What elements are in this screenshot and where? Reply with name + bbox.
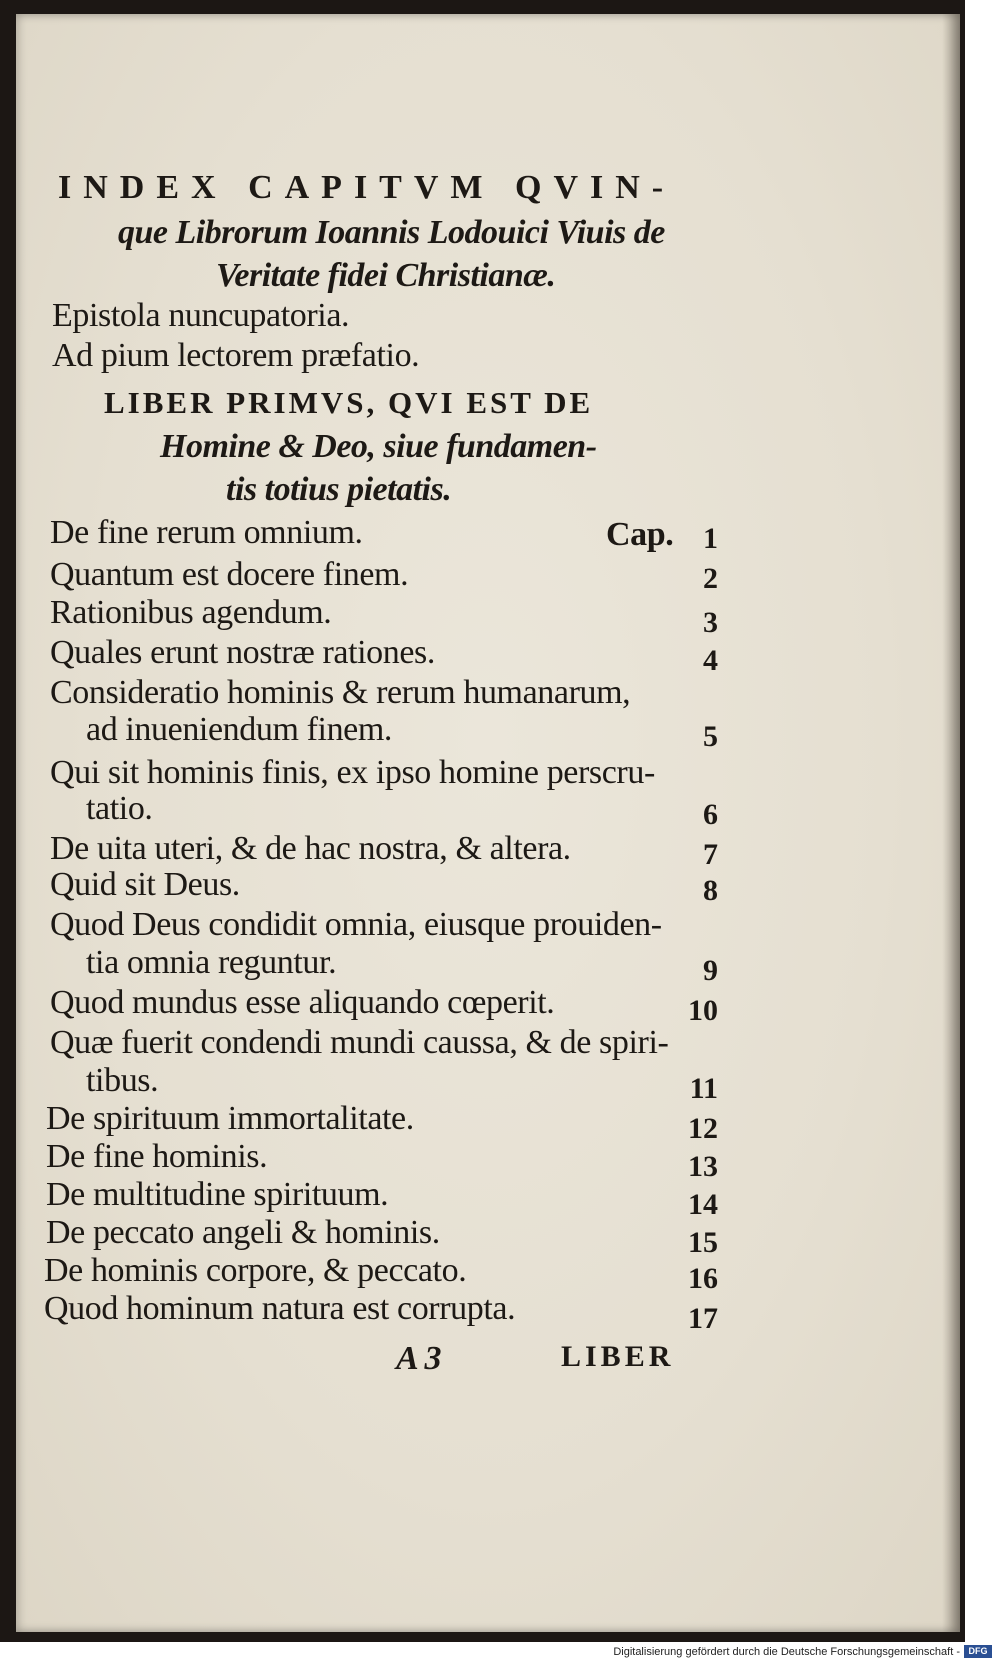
chapter-number: 5 bbox=[703, 720, 718, 753]
chapter-title-continuation: tia omnia reguntur. bbox=[86, 944, 337, 981]
chapter-number: 2 bbox=[703, 562, 718, 595]
chapter-title: De fine rerum omnium. bbox=[50, 514, 363, 551]
chapter-title: Consideratio hominis & rerum humanarum, bbox=[50, 674, 631, 711]
chapter-number: 10 bbox=[688, 994, 718, 1027]
chapter-number: 17 bbox=[688, 1302, 718, 1335]
chapter-title: Qui sit hominis finis, ex ipso homine perscru- bbox=[50, 754, 655, 791]
chapter-title: Quod hominum natura est corrupta. bbox=[44, 1290, 516, 1327]
chapter-number: 15 bbox=[688, 1226, 718, 1259]
chapter-title: Quales erunt nostræ rationes. bbox=[50, 634, 435, 671]
chapter-title-continuation: ad inueniendum finem. bbox=[86, 711, 393, 748]
chapter-title: De multitudine spirituum. bbox=[46, 1176, 389, 1213]
index-heading-line-2: que Librorum Ioannis Lodouici Viuis de bbox=[118, 214, 665, 251]
front-matter-praefatio: Ad pium lectorem præfatio. bbox=[52, 337, 420, 374]
page-gutter-shadow bbox=[942, 14, 960, 1632]
catchword: LIBER bbox=[561, 1340, 675, 1373]
chapter-number: 16 bbox=[688, 1262, 718, 1295]
chapter-number: 12 bbox=[688, 1112, 718, 1145]
book-page bbox=[16, 14, 960, 1632]
chapter-title: De hominis corpore, & peccato. bbox=[44, 1252, 467, 1289]
funding-credit: Digitalisierung gefördert durch die Deutsche Forschungsgemeinschaft - bbox=[613, 1646, 960, 1658]
chapter-number: 8 bbox=[703, 874, 718, 907]
front-matter-epistola: Epistola nuncupatoria. bbox=[52, 297, 350, 334]
chapter-title: De fine hominis. bbox=[46, 1138, 268, 1175]
book-heading-line-3: tis totius pietatis. bbox=[226, 471, 452, 508]
chapter-number: 7 bbox=[703, 838, 718, 871]
chapter-number: 13 bbox=[688, 1150, 718, 1183]
chapter-label: Cap. bbox=[606, 516, 674, 553]
index-heading-line-3: Veritate fidei Christianæ. bbox=[216, 257, 556, 294]
book-heading-line-2: Homine & Deo, siue fundamen- bbox=[160, 428, 597, 465]
chapter-title: De spirituum immortalitate. bbox=[46, 1100, 414, 1137]
chapter-title-continuation: tatio. bbox=[86, 790, 153, 827]
chapter-number: 6 bbox=[703, 798, 718, 831]
chapter-number: 14 bbox=[688, 1188, 718, 1221]
chapter-number: 4 bbox=[703, 644, 718, 677]
chapter-number: 9 bbox=[703, 954, 718, 987]
dfg-logo: DFG bbox=[964, 1645, 992, 1658]
chapter-title: Quod Deus condidit omnia, eiusque prouiden- bbox=[50, 906, 662, 943]
chapter-title-continuation: tibus. bbox=[86, 1062, 159, 1099]
chapter-number: 1 bbox=[703, 522, 718, 555]
index-heading-line-1: INDEX CAPITVM QVIN- bbox=[58, 169, 676, 206]
signature-mark: A 3 bbox=[396, 1340, 442, 1377]
chapter-number: 3 bbox=[703, 606, 718, 639]
chapter-title: Quid sit Deus. bbox=[50, 866, 240, 903]
chapter-title: Rationibus agendum. bbox=[50, 594, 332, 631]
chapter-title: Quæ fuerit condendi mundi caussa, & de spiri- bbox=[50, 1024, 669, 1061]
chapter-number: 11 bbox=[689, 1072, 718, 1105]
chapter-title: Quantum est docere finem. bbox=[50, 556, 409, 593]
chapter-title: De uita uteri, & de hac nostra, & altera. bbox=[50, 830, 571, 867]
chapter-title: De peccato angeli & hominis. bbox=[46, 1214, 440, 1251]
book-heading-line-1: LIBER PRIMVS, QVI EST DE bbox=[104, 385, 594, 420]
chapter-title: Quod mundus esse aliquando cœperit. bbox=[50, 984, 555, 1021]
